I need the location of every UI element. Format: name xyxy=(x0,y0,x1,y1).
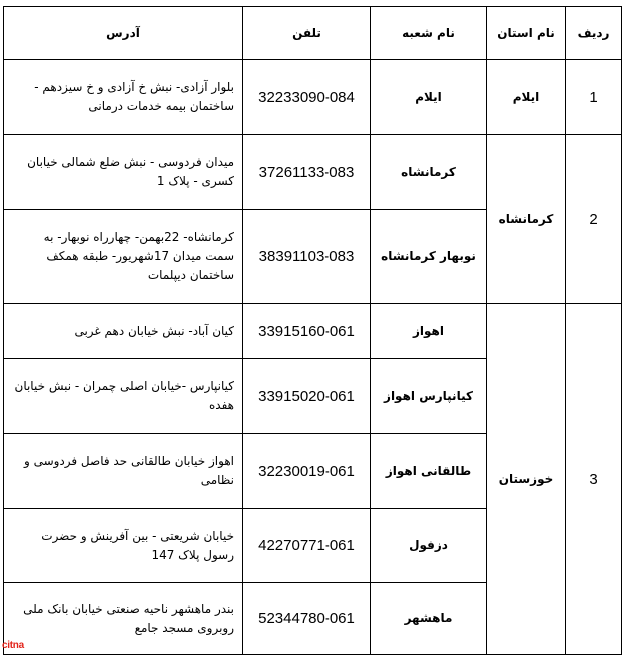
branch-cell: نوبهار کرمانشاه xyxy=(371,210,487,304)
province-cell: خوزستان xyxy=(487,304,566,655)
branch-cell: ایلام xyxy=(371,60,487,135)
header-address: آدرس xyxy=(4,7,243,60)
branch-cell: ماهشهر xyxy=(371,583,487,655)
province-cell: ایلام xyxy=(487,60,566,135)
header-province: نام استان xyxy=(487,7,566,60)
phone-cell: 33915020-061 xyxy=(243,359,371,434)
branch-cell: طالقانی اهواز xyxy=(371,434,487,509)
header-row: ردیف xyxy=(566,7,622,60)
address-cell: بلوار آزادی- نبش خ آزادی و خ سیزدهم - ساختمان بیمه خدمات درمانی xyxy=(4,60,243,135)
header-row xyxy=(4,7,622,60)
row-number-cell: 1 xyxy=(566,60,622,135)
address-cell: بندر ماهشهر ناحیه صنعتی خیابان بانک ملی روبروی مسجد جامع xyxy=(4,583,243,655)
table-row xyxy=(4,60,622,135)
phone-cell: 37261133-083 xyxy=(243,135,371,210)
table-row xyxy=(4,135,622,210)
branch-cell: اهواز xyxy=(371,304,487,359)
address-cell: میدان فردوسی - نبش ضلع شمالی خیابان کسری - پلاک 1 xyxy=(4,135,243,210)
phone-cell: 32230019-061 xyxy=(243,434,371,509)
phone-cell: 32233090-084 xyxy=(243,60,371,135)
address-cell: کیان آباد- نبش خیابان دهم غربی xyxy=(4,304,243,359)
branch-cell: کیانپارس اهواز xyxy=(371,359,487,434)
address-cell: کرمانشاه- 22بهمن- چهارراه نوبهار- به سمت میدان 17شهریور- طبقه همکف ساختمان دیپلمات xyxy=(4,210,243,304)
header-phone: تلفن xyxy=(243,7,371,60)
citna-logo: citna xyxy=(2,640,24,651)
phone-cell: 52344780-061 xyxy=(243,583,371,655)
address-cell: خیابان شریعتی - بین آفرینش و حضرت رسول پلاک 147 xyxy=(4,509,243,583)
phone-cell: 42270771-061 xyxy=(243,509,371,583)
row-number-cell: 3 xyxy=(566,304,622,655)
address-cell: اهواز خیابان طالقانی حد فاصل فردوسی و نظامی xyxy=(4,434,243,509)
row-number-cell: 2 xyxy=(566,135,622,304)
address-cell: کیانپارس -خیابان اصلی چمران - نبش خیابان هفده xyxy=(4,359,243,434)
branch-cell: دزفول xyxy=(371,509,487,583)
phone-cell: 38391103-083 xyxy=(243,210,371,304)
header-branch: نام شعبه xyxy=(371,7,487,60)
branches-table xyxy=(3,6,622,655)
province-cell: کرمانشاه xyxy=(487,135,566,304)
phone-cell: 33915160-061 xyxy=(243,304,371,359)
branch-cell: کرمانشاه xyxy=(371,135,487,210)
table-row xyxy=(4,304,622,359)
